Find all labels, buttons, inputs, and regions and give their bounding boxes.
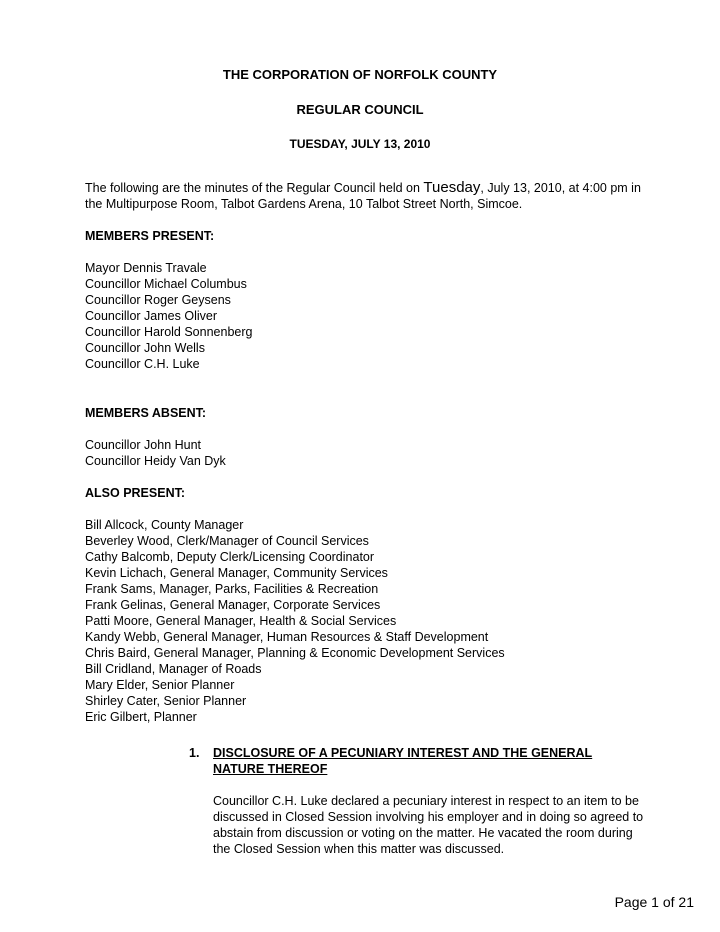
list-item: Councillor C.H. Luke [85, 357, 200, 371]
list-item: Beverley Wood, Clerk/Manager of Council Services [85, 534, 369, 548]
list-item: Kandy Webb, General Manager, Human Resources & Staff Development [85, 630, 489, 644]
members-absent-heading: MEMBERS ABSENT: [85, 406, 207, 420]
list-item: Frank Sams, Manager, Parks, Facilities & Recreation [85, 582, 379, 596]
list-item: Mayor Dennis Travale [85, 261, 207, 275]
intro-text-before: The following are the minutes of the Regular Council held on [85, 181, 424, 195]
list-item: Bill Allcock, County Manager [85, 518, 244, 532]
list-item: Councillor Roger Geysens [85, 293, 231, 307]
members-present-list [85, 260, 252, 372]
section-number: 1. [189, 746, 200, 760]
intro-day: Tuesday [423, 179, 481, 196]
document-title: THE CORPORATION OF NORFOLK COUNTY [222, 67, 498, 82]
list-item: Frank Gelinas, General Manager, Corporate Services [85, 598, 381, 612]
list-item: Councillor Heidy Van Dyk [85, 454, 226, 468]
list-item: Mary Elder, Senior Planner [85, 678, 235, 692]
list-item: Kevin Lichach, General Manager, Community Services [85, 566, 388, 580]
list-item: Patti Moore, General Manager, Health & Social Services [85, 614, 397, 628]
list-item: Bill Cridland, Manager of Roads [85, 662, 262, 676]
list-item: Chris Baird, General Manager, Planning & Economic Development Services [85, 646, 505, 660]
members-present-heading: MEMBERS PRESENT: [85, 229, 215, 243]
also-present-list [85, 517, 505, 725]
list-item: Councillor John Wells [85, 341, 205, 355]
list-item: Councillor Michael Columbus [85, 277, 247, 291]
section-title: DISCLOSURE OF A PECUNIARY INTEREST AND THE GENERAL NATURE THEREOF [213, 746, 593, 776]
list-item: Councillor James Oliver [85, 309, 217, 323]
list-item: Councillor John Hunt [85, 438, 202, 452]
section-body: Councillor C.H. Luke declared a pecuniary interest in respect to an item to be discussed in Closed Session involving his employer and in doing so agreed to abstain from discussion or voting on the matter. He vacated the room during the Closed Session when this matter was discussed. [213, 794, 644, 856]
members-absent-list [85, 437, 226, 469]
list-item: Cathy Balcomb, Deputy Clerk/Licensing Coordinator [85, 550, 375, 564]
meeting-date: TUESDAY, JULY 13, 2010 [289, 137, 431, 151]
intro-paragraph [85, 180, 645, 212]
meeting-type: REGULAR COUNCIL [296, 102, 424, 117]
list-item: Shirley Cater, Senior Planner [85, 694, 247, 708]
page-number: Page 1 of 21 [614, 894, 694, 910]
also-present-heading: ALSO PRESENT: [85, 486, 186, 500]
intro-text-after: , July 13, 2010, at 4:00 pm in the Multipurpose Room, Talbot Gardens Arena, 10 Talbot Street North, Simcoe. [85, 181, 641, 211]
list-item: Councillor Harold Sonnenberg [85, 325, 253, 339]
list-item: Eric Gilbert, Planner [85, 710, 197, 724]
